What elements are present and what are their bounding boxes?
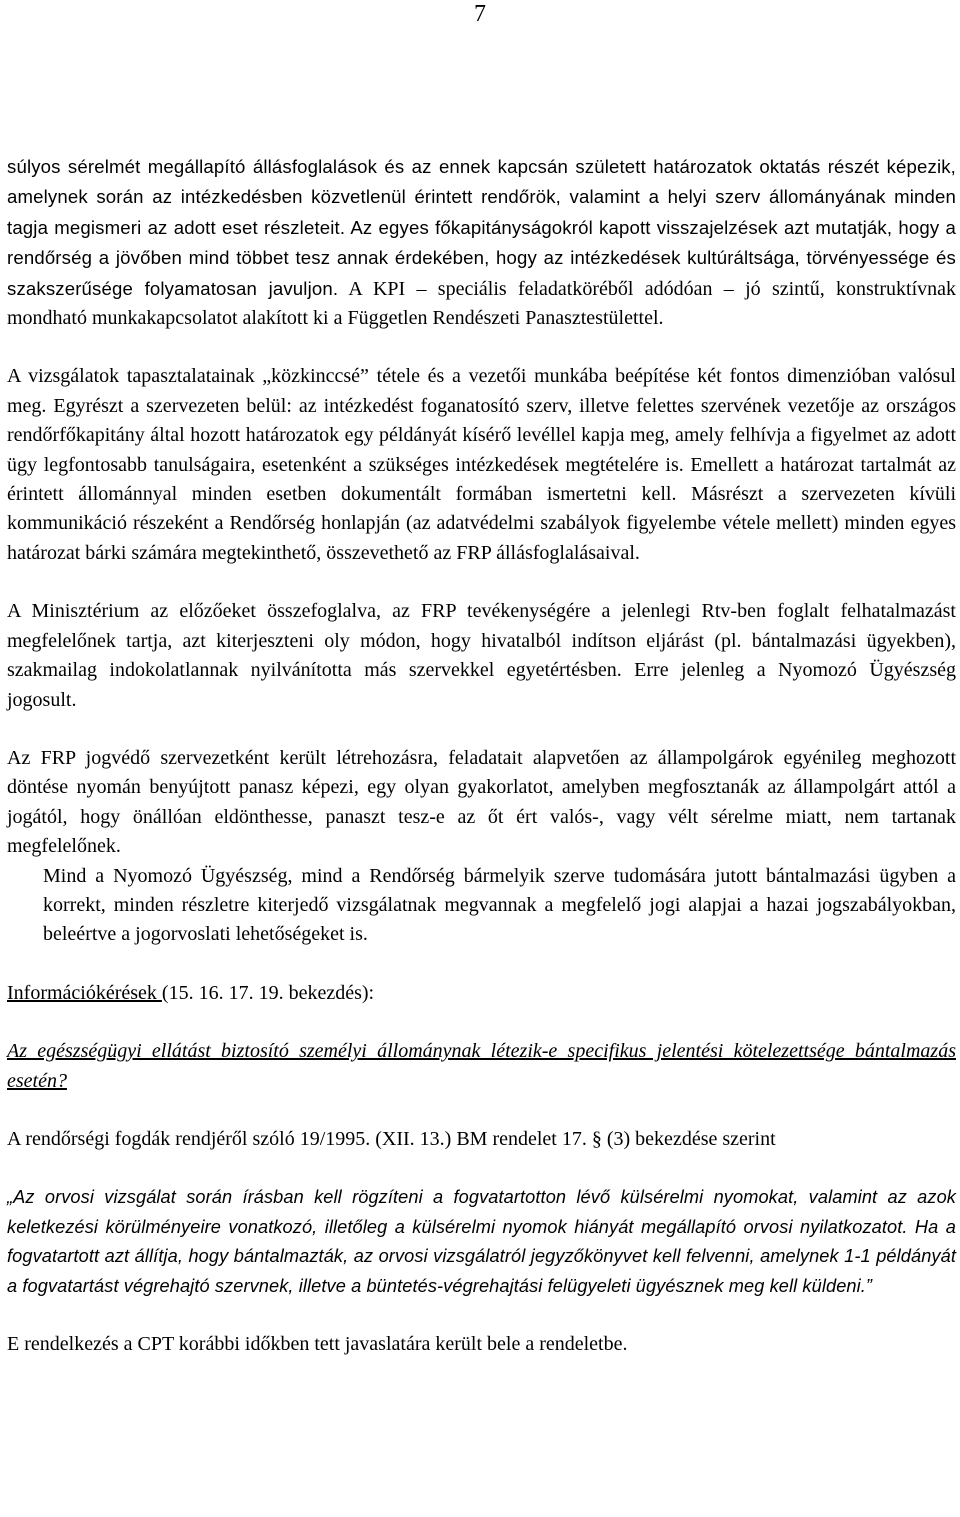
section-heading-rest: (15. 16. 17. 19. bekezdés): xyxy=(161,981,375,1004)
section-heading-underlined: Információkérések xyxy=(7,981,162,1004)
regulation-quote: „Az orvosi vizsgálat során írásban kell rögzíteni a fogvatartotton lévő külsérelmi nyomokat, valamint az azok keletkezési körülményeire vonatkozó, illetőleg a külsérelmi nyomok hiányát megállapító orvosi nyilatkozatot. Ha a fogvatartott azt állítja, hogy bántalmazták, az orvosi vizsgálatról jegyzőkönyvet kell felvenni, amelynek 1-1 példányát a fogvatartást végrehajtó szervnek, illetve a büntetés-végrehajtási felügyeleti ügyésznek meg kell küldeni.” xyxy=(7,1187,956,1296)
paragraph-frp-findings-part2: A KPI – speciális feladatköréből adódóan – jó szintű, konstruktívnak mondható munkakapcsolatot alakított ki a Független Rendészeti Panasztestülettel. xyxy=(7,277,957,330)
section-heading xyxy=(7,979,956,1008)
paragraph-conclusion: E rendelkezés a CPT korábbi időkben tett javaslatára került bele a rendeletbe. xyxy=(7,1333,628,1355)
paragraph-regulation: A rendőrségi fogdák rendjéről szóló 19/1995. (XII. 13.) BM rendelet 17. § (3) bekezdése szerint xyxy=(7,1127,776,1150)
paragraph-publicity: A vizsgálatok tapasztalatainak „közkinccsé” tétele és a vezetői munkába beépítése két fontos dimenzióban valósul meg. Egyrészt a szervezeten belül: az intézkedést foganatosító szerv, illetve felettes szervének vezetője az országos rendőrfőkapitány által hozott határozatok egy példányát kísérő levéllel kapja meg, amely felhívja a figyelmet az adott ügy legfontosabb tanulságaira, esetenként a szükséges intézkedések megtételére is. Emellett a határozat tartalmát az érintett állománnyal minden esetben dokumentált formában ismertetni kell. Másrészt a szervezeten kívüli kommunikáció részeként a Rendőrség honlapján (az adatvédelmi szabályok figyelembe vétele mellett) minden egyes határozat bárki számára megtekinthető, összevethető az FRP állásfoglalásaival. xyxy=(7,365,956,564)
paragraph-ministry-position: A Minisztérium az előzőeket összefoglalva, az FRP tevékenységére a jelenlegi Rtv-ben foglalt felhatalmazást megfelelőnek tartja, azt kiterjeszteni oly módon, hogy hivatalból indítson eljárást (pl. bántalmazási ügyekben), szakmailag indokolatlannak nyilvánította más szervekkel egyetértésben. Erre jelenleg a Nyomozó Ügyészség jogosult. xyxy=(7,600,956,711)
paragraph-frp-findings xyxy=(7,152,956,333)
document-body xyxy=(7,152,956,1359)
question-text: Az egészségügyi ellátást biztosító személyi állománynak létezik-e specifikus jelentési kötelezettsége bántalmazás esetén? xyxy=(7,1040,956,1092)
paragraph-frp-findings-part1: súlyos sérelmét megállapító állásfoglalások és az ennek kapcsán született határozatok oktatás részét képezik, amelynek során az intézkedésben közvetlenül érintett rendőrök, valamint a helyi szerv állományának minden tagja megismeri az adott eset részleteit. Az egyes főkapitányságokról kapott visszajelzések azt mutatják, hogy a rendőrség a jövőben mind többet tesz annak érdekében, hogy az intézkedések kultúráltsága, törvényessége és szakszerűsége folyamatosan javuljon. xyxy=(7,156,956,299)
paragraph-frp-role: Az FRP jogvédő szervezetként került létrehozásra, feladatait alapvetően az állampolgárok egyénileg meghozott döntése nyomán benyújtott panasz képezi, egy olyan gyakorlatot, amelyben megfosztanák az állampolgárt attól a jogától, hogy önállóan eldönthesse, panaszt tesz-e az őt ért valós-, vagy vélt sérelme miatt, nem tartanak megfelelőnek. xyxy=(7,746,956,858)
page-number: 7 xyxy=(474,1,486,27)
paragraph-legal-basis: Mind a Nyomozó Ügyészség, mind a Rendőrség bármelyik szerve tudomására jutott bántalmazási ügyben a korrekt, minden részletre kiterjedő vizsgálatnak megvannak a megfelelő jogi alapjai a hazai jogszabályokban, beleértve a jogorvoslati lehetőségeket is. xyxy=(43,864,956,946)
